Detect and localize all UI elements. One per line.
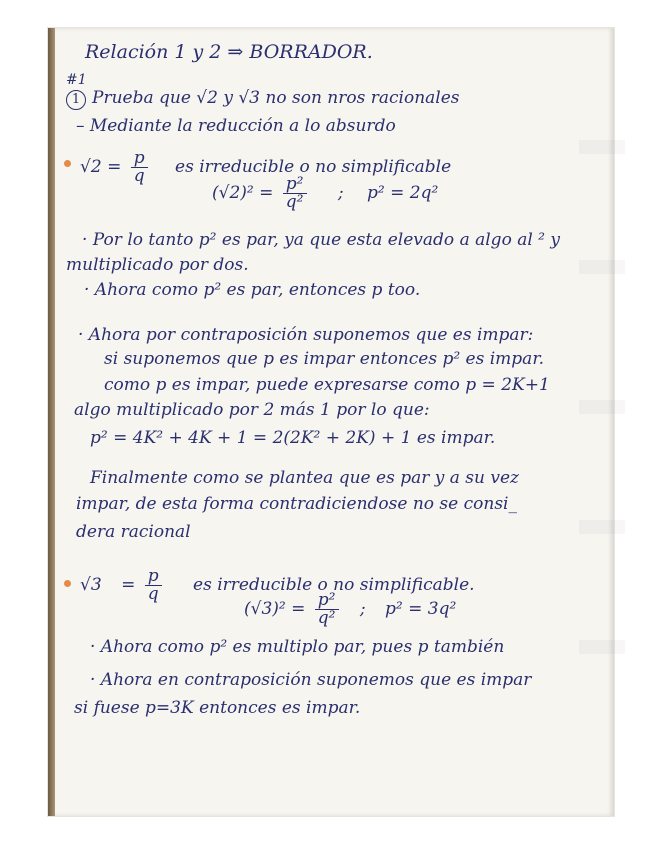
exercise-label: #1	[66, 72, 87, 88]
p-over-q: $\frac{p}{q}$	[131, 150, 148, 185]
sqrt2-definition: √2 = $\frac{p}{q}$ es irreducible o no simplificable	[80, 148, 452, 186]
text-line: · Por lo tanto p² es par, ya que esta elevado a algo al ² y	[82, 230, 561, 250]
text-line: multiplicado por dos.	[66, 255, 249, 275]
text-line: si suponemos que p es impar entonces p² es impar.	[104, 349, 544, 369]
text-line: · Ahora como p² es multiplo par, pues p también	[90, 637, 505, 657]
method-note: – Mediante la reducción a lo absurdo	[76, 116, 396, 136]
section-bullet-icon	[64, 160, 71, 167]
bleed-through-mark	[579, 400, 625, 414]
problem-heading: Prueba que √2 y √3 no son nros racionales	[92, 88, 460, 108]
definition-text: es irreducible o no simplificable	[175, 157, 452, 177]
page-title: Relación 1 y 2 ⇒ BORRADOR.	[85, 41, 373, 63]
text-line: Finalmente como se plantea que es par y a su vez	[90, 468, 519, 488]
sqrt2-squared-equation: (√2)² = $\frac{\text{p²}}{\text{q²}}$ ; p² = 2q²	[212, 174, 439, 212]
text-line: impar, de esta forma contradiciendose no se consi_	[76, 494, 517, 514]
text-line: como p es impar, puede expresarse como p = 2K+1	[104, 375, 550, 395]
definition-text: es irreducible o no simplificable.	[193, 575, 475, 595]
text-line: · Ahora en contraposición suponemos que es impar	[90, 670, 532, 690]
sqrt3-definition: √3 = $\frac{p}{q}$ es irreducible o no simplificable.	[80, 566, 475, 604]
text-line: · Ahora como p² es par, entonces p too.	[84, 280, 421, 300]
problem-heading-line	[66, 90, 460, 110]
section-bullet-icon	[64, 580, 71, 587]
text-line: si fuese p=3K entonces es impar.	[74, 698, 361, 718]
sqrt2-symbol: √2	[80, 157, 102, 177]
bleed-through-mark	[579, 520, 625, 534]
text-line: · Ahora por contraposición suponemos que es impar:	[78, 325, 534, 345]
bleed-through-mark	[579, 140, 625, 154]
text-line: algo multiplicado por 2 más 1 por lo que:	[74, 400, 430, 420]
text-line: dera racional	[76, 522, 191, 542]
sqrt3-squared-equation: (√3)² = $\frac{\text{p²}}{\text{q²}}$ ; p² = 3q²	[244, 590, 457, 628]
bleed-through-mark	[579, 640, 625, 654]
sqrt3-symbol: √3	[80, 575, 102, 595]
text-line: p² = 4K² + 4K + 1 = 2(2K² + 2K) + 1 es impar.	[90, 428, 496, 448]
page-binding	[48, 28, 55, 816]
bleed-through-mark	[579, 260, 625, 274]
item-number-badge: 1	[66, 90, 86, 110]
